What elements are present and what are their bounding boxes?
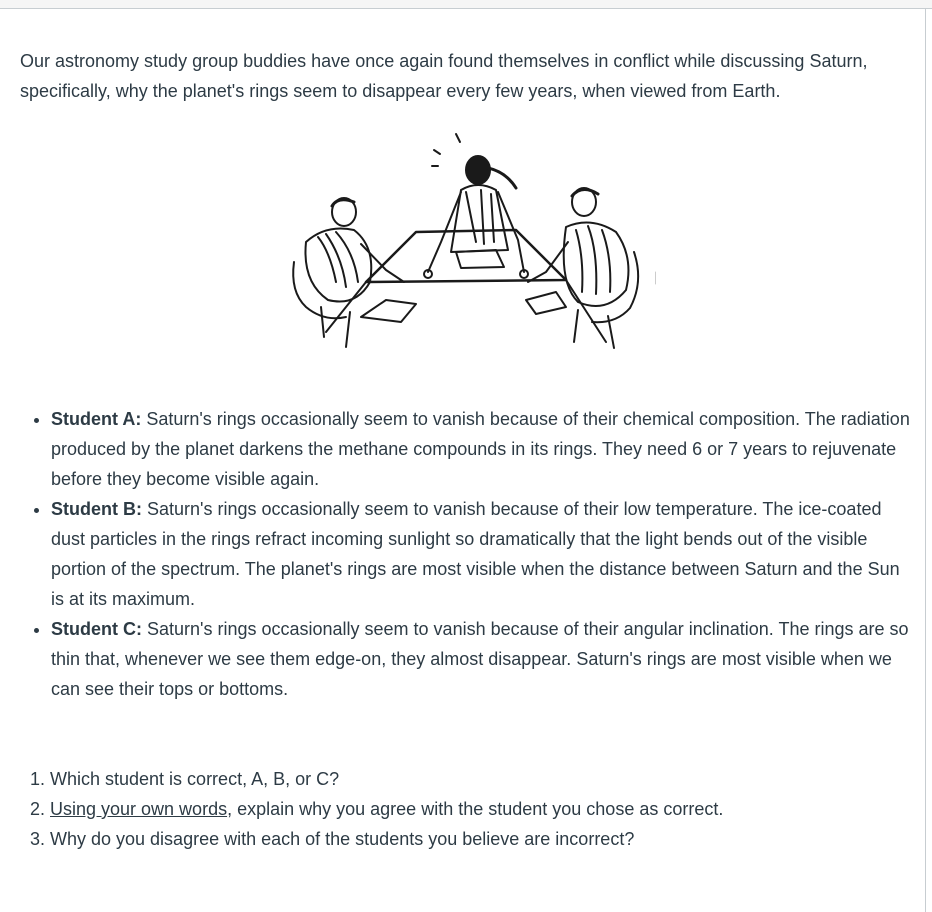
student-c-text: Saturn's rings occasionally seem to vanish because of their angular inclination. The rings are so thin that, whenever we see them edge-on, they almost disappear. Saturn's rings are most visible when we can see their tops or bottoms.: [51, 619, 909, 699]
question-2-rest: , explain why you agree with the student you chose as correct.: [227, 799, 724, 819]
top-border: [0, 0, 932, 9]
question-2: [50, 794, 910, 824]
question-1: 1. Which student is correct, A, B, or C?: [50, 764, 910, 794]
study-group-illustration: [266, 132, 656, 368]
student-c-item: [51, 614, 910, 704]
student-c-label: Student C:: [51, 619, 142, 639]
question-3: 3. Why do you disagree with each of the students you believe are incorrect?: [50, 824, 910, 854]
student-a-label: Student A:: [51, 409, 142, 429]
question-2-underlined: Using your own words: [50, 799, 228, 819]
right-border: [925, 8, 926, 912]
student-a-text: Saturn's rings occasionally seem to vanish because of their chemical composition. The radiation produced by the planet darkens the methane compounds in its rings. They need 6 or 7 years to rejuvenate before they become visible again.: [51, 409, 910, 489]
student-a-item: [51, 404, 910, 494]
student-list: [20, 404, 910, 704]
student-b-label: Student B:: [51, 499, 142, 519]
question-list: [20, 764, 910, 854]
intro-paragraph: Our astronomy study group buddies have once again found themselves in conflict while discussing Saturn, specifically, why the planet's rings seem to disappear every few years, when viewed from Earth.: [20, 51, 868, 101]
student-b-item: [51, 494, 910, 614]
question-content: [20, 46, 910, 854]
student-b-text: Saturn's rings occasionally seem to vanish because of their low temperature. The ice-coated dust particles in the rings refract incoming sunlight so dramatically that the light bends out of the visible portion of the spectrum. The planet's rings are most visible when the distance between Saturn and the Sun is at its maximum.: [51, 499, 900, 609]
